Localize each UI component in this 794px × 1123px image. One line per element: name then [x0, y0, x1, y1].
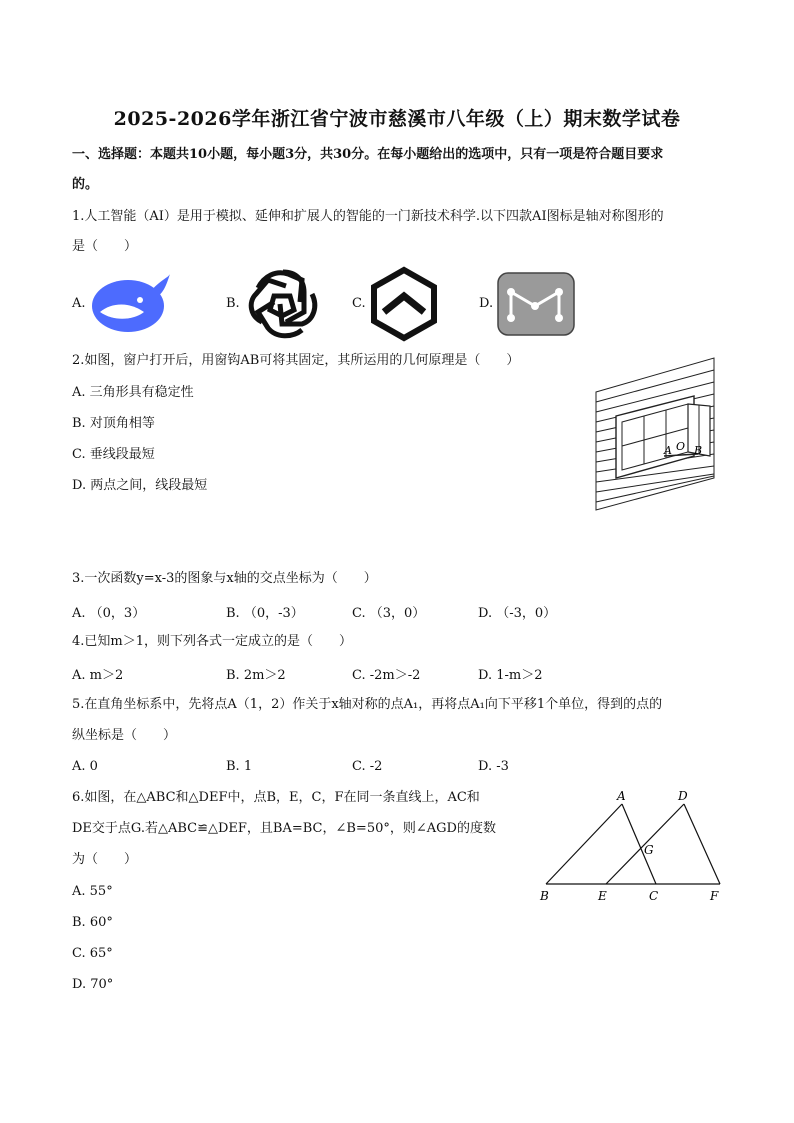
- q1-option-b-label: B.: [226, 296, 240, 311]
- q5-option-d: D. -3: [478, 759, 509, 774]
- section-header: 一、选择题：本题共10小题，每小题3分，共30分。在每小题给出的选项中，只有一项是符合题目要求: [72, 147, 664, 162]
- label-g: G: [644, 843, 654, 857]
- question-4-stem: 4.已知m＞1，则下列各式一定成立的是（ ）: [72, 634, 353, 649]
- q1-option-d-label: D.: [479, 296, 494, 311]
- question-1-stem: 1.人工智能（AI）是用于模拟、延伸和扩展人的智能的一门新技术科学.以下四款AI图标是轴对称图形的: [72, 209, 664, 224]
- q6-option-d: D. 70°: [72, 977, 114, 992]
- q1-option-c-label: C.: [352, 296, 366, 311]
- label-a: A: [617, 789, 626, 803]
- q1-option-a-label: A.: [72, 296, 86, 311]
- page-title: 2025-2026学年浙江省宁波市慈溪市八年级（上）期末数学试卷: [113, 108, 681, 130]
- question-6-stem-cont: DE交于点G.若△ABC≌△DEF，且BA=BC，∠B=50°，则∠AGD的度数: [72, 821, 496, 836]
- q6-option-c: C. 65°: [72, 946, 113, 961]
- q5-option-c: C. -2: [352, 759, 383, 774]
- node-graph-logo-icon: [497, 272, 575, 336]
- question-5-stem: 5.在直角坐标系中，先将点A（1，2）作关于x轴对称的点A₁，再将点A₁向下平移1个单位，得到的点的: [72, 697, 663, 712]
- q4-option-b: B. 2m＞2: [226, 668, 286, 683]
- q5-option-a: A. 0: [72, 759, 98, 774]
- label-b: B: [694, 444, 703, 457]
- triangle-figure: [532, 786, 732, 908]
- whale-logo-icon: [90, 272, 172, 334]
- q2-option-a: A. 三角形具有稳定性: [72, 385, 194, 400]
- question-2-stem: 2.如图，窗户打开后，用窗钩AB可将其固定，其所运用的几何原理是（ ）: [72, 353, 520, 368]
- q2-option-b: B. 对顶角相等: [72, 416, 155, 431]
- q4-option-d: D. 1-m＞2: [478, 668, 543, 683]
- q5-option-b: B. 1: [226, 759, 253, 774]
- question-3-stem: 3.一次函数y=x-3的图象与x轴的交点坐标为（ ）: [72, 571, 377, 586]
- q3-option-d: D. （-3，0）: [478, 606, 557, 621]
- question-1-stem-cont: 是（ ）: [72, 239, 138, 254]
- q4-option-a: A. m＞2: [72, 668, 124, 683]
- hexagon-chevron-logo-icon: [370, 266, 438, 342]
- q6-option-b: B. 60°: [72, 915, 113, 930]
- section-header-cont: 的。: [72, 177, 99, 192]
- q3-option-b: B. （0，-3）: [226, 606, 304, 621]
- label-f: F: [710, 889, 719, 903]
- knot-logo-icon: [244, 266, 322, 340]
- label-e: E: [598, 889, 607, 903]
- question-6-stem-cont2: 为（ ）: [72, 852, 138, 867]
- q6-option-a: A. 55°: [72, 884, 113, 899]
- q2-option-d: D. 两点之间，线段最短: [72, 478, 208, 493]
- q3-option-c: C. （3，0）: [352, 606, 426, 621]
- question-6-stem: 6.如图，在△ABC和△DEF中，点B，E，C，F在同一条直线上，AC和: [72, 790, 480, 805]
- label-o: O: [676, 440, 686, 453]
- q4-option-c: C. -2m＞-2: [352, 668, 421, 683]
- q3-option-a: A. （0，3）: [72, 606, 146, 621]
- label-d: D: [678, 789, 688, 803]
- window-figure: [592, 356, 722, 512]
- label-b: B: [540, 889, 549, 903]
- label-c: C: [649, 889, 659, 903]
- label-a: A: [664, 444, 672, 457]
- q2-option-c: C. 垂线段最短: [72, 447, 155, 462]
- question-5-stem-cont: 纵坐标是（ ）: [72, 728, 177, 743]
